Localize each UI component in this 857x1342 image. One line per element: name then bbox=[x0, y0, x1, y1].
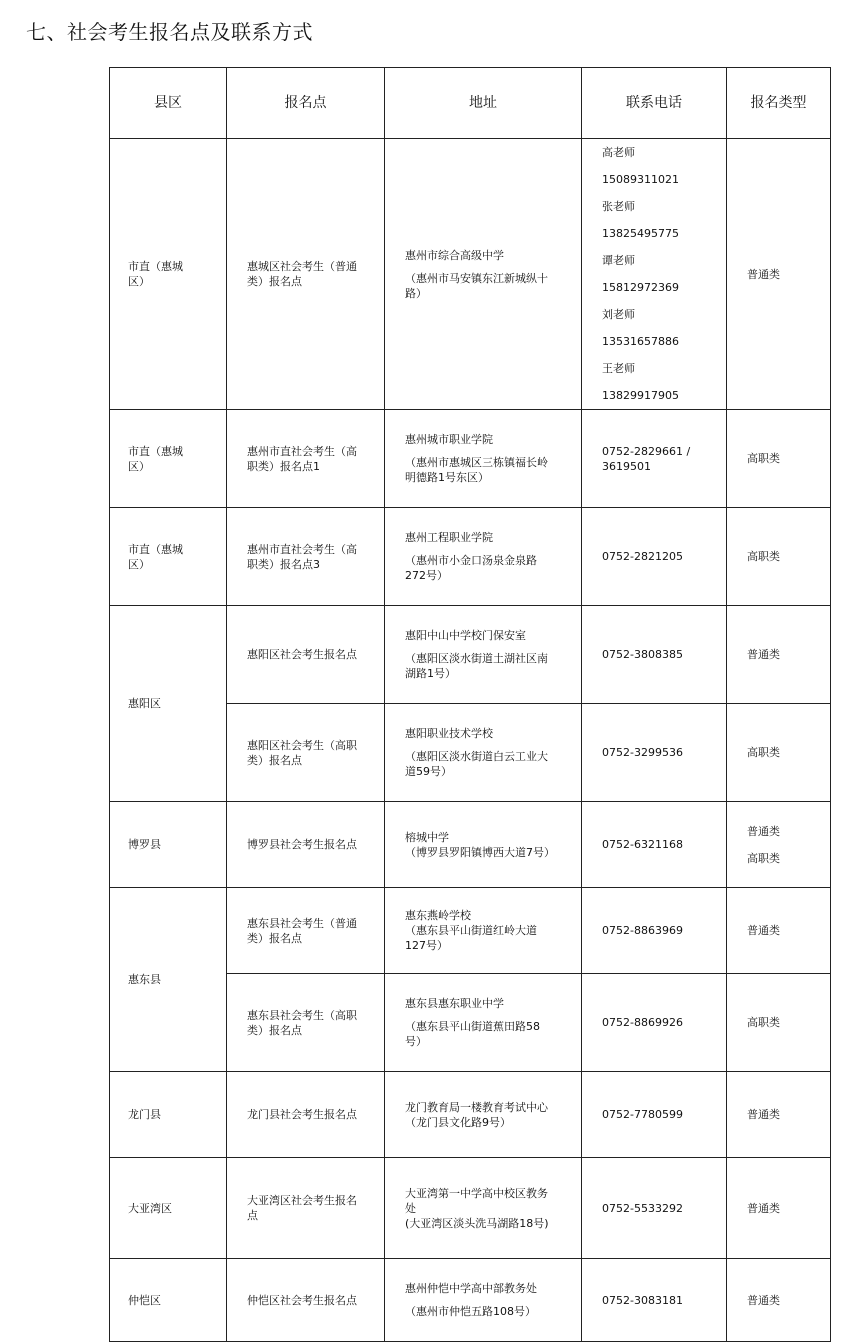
table-row bbox=[110, 1158, 831, 1259]
phone-line: 刘老师13531657886 bbox=[602, 308, 679, 348]
address-detail: （惠东县平山街道蕉田路58号） bbox=[405, 1020, 540, 1048]
type-cell: 普通类 bbox=[727, 1072, 831, 1158]
phone-cell: 0752-8869926 bbox=[582, 974, 727, 1072]
address-name: 惠州仲恺中学高中部教务处 bbox=[405, 1282, 537, 1295]
address-cell bbox=[385, 704, 582, 802]
table-row bbox=[110, 1072, 831, 1158]
address-name: 惠东县惠东职业中学 bbox=[405, 997, 504, 1010]
address-name: 惠阳中山中学校门保安室 bbox=[405, 629, 526, 642]
address-cell bbox=[385, 1259, 582, 1342]
type-cell: 高职类 bbox=[727, 410, 831, 508]
type-label: 普通类 bbox=[747, 824, 780, 838]
header-type: 报名类型 bbox=[727, 68, 831, 139]
site-cell: 惠阳区社会考生（高职类）报名点 bbox=[227, 704, 385, 802]
type-cell bbox=[727, 802, 831, 888]
site-cell: 龙门县社会考生报名点 bbox=[227, 1072, 385, 1158]
type-cell: 普通类 bbox=[727, 606, 831, 704]
header-address: 地址 bbox=[385, 68, 582, 139]
address-detail: (大亚湾区淡头洗马湖路18号) bbox=[405, 1216, 549, 1230]
table-row bbox=[110, 888, 831, 974]
type-cell: 高职类 bbox=[727, 508, 831, 606]
site-cell: 大亚湾区社会考生报名点 bbox=[227, 1158, 385, 1259]
county-cell: 博罗县 bbox=[110, 802, 227, 888]
site-cell: 惠州市直社会考生（高职类）报名点3 bbox=[227, 508, 385, 606]
address-detail: （惠东县平山街道红岭大道127号） bbox=[405, 924, 537, 952]
address-cell bbox=[385, 410, 582, 508]
phone-cell: 0752-3299536 bbox=[582, 704, 727, 802]
table-row bbox=[110, 410, 831, 508]
phone-cell: 0752-3808385 bbox=[582, 606, 727, 704]
address-detail: （龙门县文化路9号） bbox=[405, 1115, 511, 1129]
type-cell: 普通类 bbox=[727, 1259, 831, 1342]
address-name: 榕城中学 bbox=[405, 830, 449, 844]
address-cell bbox=[385, 139, 582, 410]
county-cell: 仲恺区 bbox=[110, 1259, 227, 1342]
header-row bbox=[110, 68, 831, 139]
address-cell bbox=[385, 606, 582, 704]
site-cell: 惠东县社会考生（普通类）报名点 bbox=[227, 888, 385, 974]
address-detail: （惠阳区淡水街道土湖社区南湖路1号） bbox=[405, 652, 548, 680]
address-detail: （惠州市马安镇东江新城纵十路） bbox=[405, 271, 548, 300]
address-name: 惠州城市职业学院 bbox=[405, 433, 493, 446]
site-cell: 惠东县社会考生（高职类）报名点 bbox=[227, 974, 385, 1072]
address-cell bbox=[385, 1072, 582, 1158]
site-cell: 惠州市直社会考生（高职类）报名点1 bbox=[227, 410, 385, 508]
county-cell: 惠阳区 bbox=[110, 606, 227, 802]
table-row bbox=[110, 1259, 831, 1342]
section-heading: 七、社会考生报名点及联系方式 bbox=[26, 20, 313, 44]
registration-table bbox=[109, 67, 831, 1342]
phone-cell: 0752-2829661 / 3619501 bbox=[582, 410, 727, 508]
address-detail: （惠阳区淡水街道白云工业大道59号） bbox=[405, 750, 548, 778]
phone-cell bbox=[582, 139, 727, 410]
county-cell: 市直（惠城区） bbox=[110, 410, 227, 508]
phone-line: 张老师13825495775 bbox=[602, 200, 679, 240]
phone-cell: 0752-6321168 bbox=[582, 802, 727, 888]
address-name: 惠东燕岭学校 bbox=[405, 909, 471, 922]
county-cell: 市直（惠城区） bbox=[110, 139, 227, 410]
address-cell bbox=[385, 888, 582, 974]
address-cell bbox=[385, 1158, 582, 1259]
type-label: 高职类 bbox=[747, 851, 780, 865]
type-cell: 普通类 bbox=[727, 888, 831, 974]
site-cell: 仲恺区社会考生报名点 bbox=[227, 1259, 385, 1342]
header-county: 县区 bbox=[110, 68, 227, 139]
site-cell: 惠阳区社会考生报名点 bbox=[227, 606, 385, 704]
phone-line: 高老师15089311021 bbox=[602, 146, 679, 186]
table-row bbox=[110, 802, 831, 888]
phone-cell: 0752-7780599 bbox=[582, 1072, 727, 1158]
address-cell bbox=[385, 974, 582, 1072]
address-name: 龙门教育局一楼教育考试中心 bbox=[405, 1100, 548, 1114]
phone-line: 谭老师15812972369 bbox=[602, 254, 679, 294]
address-detail: （惠州市仲恺五路108号） bbox=[405, 1305, 536, 1318]
address-name: 惠州工程职业学院 bbox=[405, 531, 493, 544]
address-detail: （惠州市惠城区三栋镇福长岭明德路1号东区） bbox=[405, 456, 548, 484]
site-cell: 博罗县社会考生报名点 bbox=[227, 802, 385, 888]
header-site: 报名点 bbox=[227, 68, 385, 139]
address-name: 惠州市综合高级中学 bbox=[405, 248, 504, 262]
address-cell bbox=[385, 802, 582, 888]
address-detail: （博罗县罗阳镇博西大道7号） bbox=[405, 845, 555, 859]
table-row bbox=[110, 139, 831, 410]
type-cell: 普通类 bbox=[727, 139, 831, 410]
phone-line: 王老师13829917905 bbox=[602, 362, 679, 402]
address-name: 大亚湾第一中学高中校区教务处 bbox=[405, 1186, 548, 1215]
type-cell: 普通类 bbox=[727, 1158, 831, 1259]
county-cell: 惠东县 bbox=[110, 888, 227, 1072]
header-phone: 联系电话 bbox=[582, 68, 727, 139]
type-cell: 高职类 bbox=[727, 704, 831, 802]
address-name: 惠阳职业技术学校 bbox=[405, 727, 493, 740]
phone-cell: 0752-5533292 bbox=[582, 1158, 727, 1259]
address-detail: （惠州市小金口汤泉金泉路272号） bbox=[405, 554, 537, 582]
county-cell: 市直（惠城区） bbox=[110, 508, 227, 606]
county-cell: 龙门县 bbox=[110, 1072, 227, 1158]
site-cell: 惠城区社会考生（普通类）报名点 bbox=[227, 139, 385, 410]
table-row bbox=[110, 508, 831, 606]
county-cell: 大亚湾区 bbox=[110, 1158, 227, 1259]
phone-cell: 0752-2821205 bbox=[582, 508, 727, 606]
phone-cell: 0752-8863969 bbox=[582, 888, 727, 974]
address-cell bbox=[385, 508, 582, 606]
table-row bbox=[110, 606, 831, 704]
phone-cell: 0752-3083181 bbox=[582, 1259, 727, 1342]
type-cell: 高职类 bbox=[727, 974, 831, 1072]
